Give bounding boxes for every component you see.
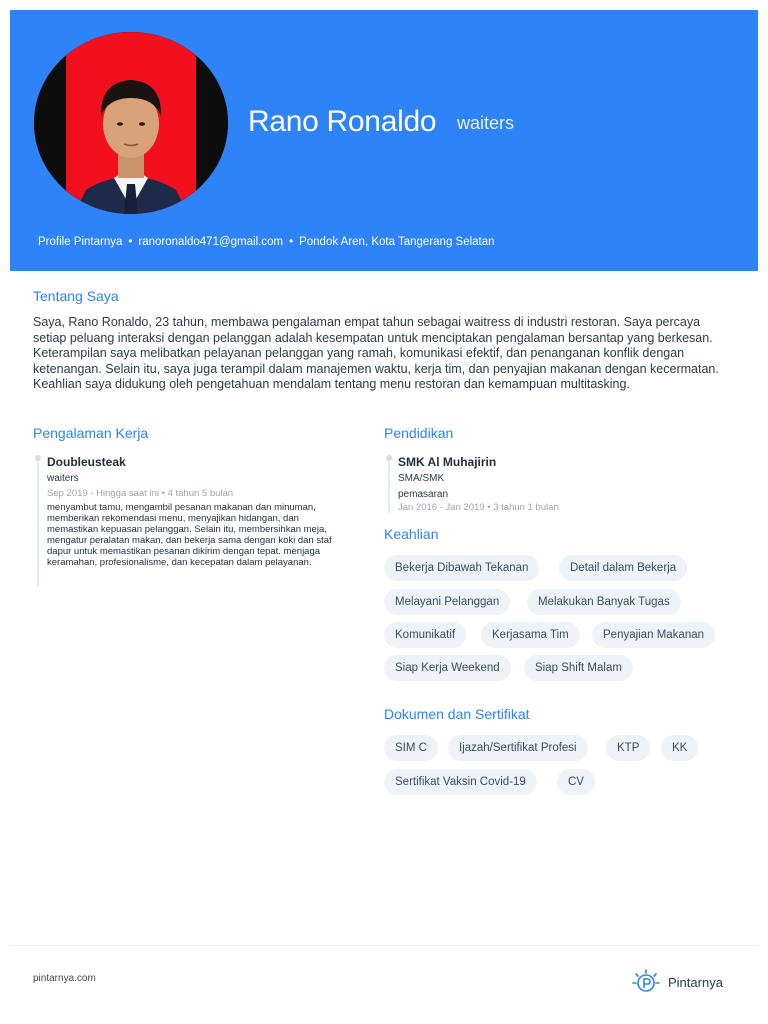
contact-bar (38, 236, 495, 248)
footer-url[interactable]: pintarnya.com (33, 973, 96, 984)
footer-divider (10, 945, 758, 946)
document-chip: KK (661, 735, 698, 761)
document-chip: CV (557, 769, 595, 795)
profile-photo (34, 32, 228, 214)
documents-title: Dokumen dan Sertifikat (384, 706, 530, 722)
timeline-dot (35, 455, 41, 461)
document-chip: KTP (606, 735, 650, 761)
skill-chip: Penyajian Makanan (592, 622, 715, 648)
job-description: menyambut tamu, mengambil pesanan makanan dan minuman, memberikan rekomendasi menu, menyajikan hidangan, dan memastikan kepuasan pelanggan. Selain itu, membersihkan meja, mengatur peralatan makan, dan bekerja sama dengan koki dan staf dapur untuk memastikan pesanan dikirim dengan tepat. menjaga keramahan, profesionalisme, dan kecepatan dalam pelayanan. (47, 502, 332, 568)
document-chip: Ijazah/Sertifikat Profesi (448, 735, 588, 761)
company-name: Doubleusteak (47, 455, 126, 469)
education-title: Pendidikan (384, 425, 454, 441)
profile-header (10, 10, 758, 271)
skill-chip: Siap Kerja Weekend (384, 655, 511, 681)
about-title: Tentang Saya (33, 288, 119, 304)
pintarnya-logo-icon (632, 968, 660, 996)
document-chip: SIM C (384, 735, 438, 761)
profile-role: waiters (457, 113, 515, 133)
email-text[interactable]: ranoronaldo471@gmail.com (138, 236, 284, 248)
education-period: Jan 2016 - Jan 2019 • 3 tahun 1 bulan (398, 502, 559, 513)
skill-chip: Komunikatif (384, 622, 466, 648)
education-level: SMA/SMK (398, 473, 445, 484)
experience-entry (37, 455, 332, 587)
job-position: waiters (47, 473, 79, 484)
separator-dot: • (128, 236, 133, 248)
education-entry (388, 455, 559, 513)
timeline-dot (386, 455, 392, 461)
about-text: Saya, Rano Ronaldo, 23 tahun, membawa pengalaman empat tahun sebagai waitress di industri restoran. Saya percaya setiap peluang interaksi dengan pelanggan adalah kesempatan untuk menciptakan pengalaman bersantap yang berkesan. Keterampilan saya melibatkan pelayanan pelanggan yang ramah, komunikasi efektif, dan penanganan konflik dengan ketenangan. Selain itu, saya juga terampil dalam manajemen waktu, kerja tim, dan penyajian makanan dengan kecermatan. Keahlian saya didukung oleh pengetahuan mendalam tentang menu restoran dan kemampuan multitasking. (33, 315, 719, 391)
skill-chip: Bekerja Dibawah Tekanan (384, 555, 539, 581)
experience-title: Pengalaman Kerja (33, 425, 149, 441)
separator-dot: • (289, 236, 294, 248)
job-period: Sep 2019 - Hingga saat ini • 4 tahun 5 bulan (47, 488, 234, 499)
skill-chip: Melakukan Banyak Tugas (527, 589, 681, 615)
skill-chip: Detail dalam Bekerja (559, 555, 687, 581)
profile-link[interactable]: Profile Pintarnya (38, 236, 123, 248)
footer-brand (632, 968, 723, 996)
profile-name: Rano Ronaldo (248, 105, 437, 138)
skills-title: Keahlian (384, 526, 439, 542)
footer-brand-name: Pintarnya (668, 974, 723, 990)
skill-chip: Kerjasama Tim (481, 622, 580, 648)
skill-chip: Siap Shift Malam (524, 655, 633, 681)
school-name: SMK Al Muhajirin (398, 455, 497, 469)
document-chip: Sertifikat Vaksin Covid-19 (384, 769, 537, 795)
skill-chip: Melayani Pelanggan (384, 589, 510, 615)
location-text: Pondok Aren, Kota Tangerang Selatan (299, 236, 495, 248)
education-major: pemasaran (398, 489, 449, 500)
